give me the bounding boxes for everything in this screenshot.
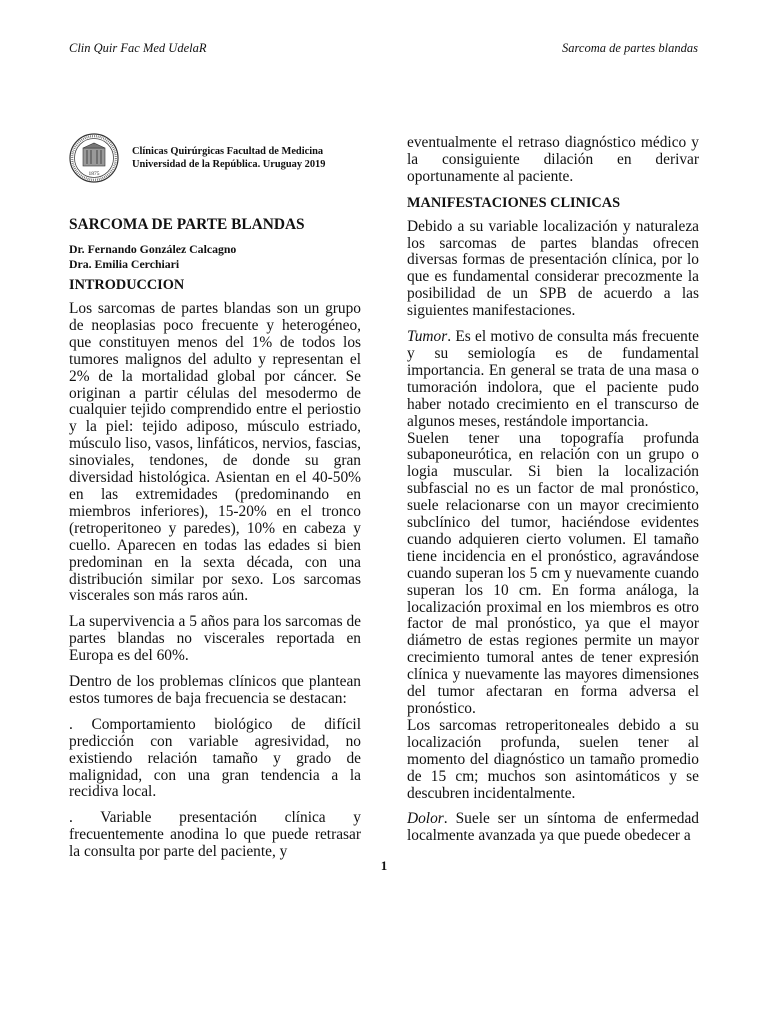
left-column bbox=[69, 133, 361, 870]
institution-text bbox=[132, 145, 325, 171]
dolor-lead: Dolor bbox=[407, 810, 444, 828]
author-name: Dra. Emilia Cerchiari bbox=[69, 256, 180, 271]
running-header bbox=[69, 41, 698, 56]
running-title: Sarcoma de partes blandas bbox=[562, 41, 698, 55]
section-heading-manifestaciones: MANIFESTACIONES CLINICAS bbox=[407, 194, 621, 211]
institution-block bbox=[69, 133, 361, 183]
bullet-paragraph: . Comportamiento biológico de difícil predicción con variable agresividad, no existiendo relación tamaño y grado de malignidad, con una gran tendencia a la recidiva local. bbox=[69, 715, 361, 801]
tumor-text: . Es el motivo de consulta más frecuente y su semiología es de fundamental importancia. En general se trata de una masa o tumoración indolora, que el paciente pudo haber notado crecimiento en el transcurso de algunos meses, restándole importancia. bbox=[407, 328, 699, 430]
tumor-paragraph bbox=[407, 329, 699, 430]
body-paragraph: La supervivencia a 5 años para los sarcomas de partes blandas no viscerales reportada en Europa es del 60%. bbox=[69, 613, 361, 665]
continued-paragraph: eventualmente el retraso diagnóstico médico y la consiguiente dilación en derivar oportunamente al paciente. bbox=[407, 134, 699, 185]
bullet-paragraph: . Variable presentación clínica y frecuentemente anodina lo que puede retrasar la consulta por parte del paciente, y bbox=[69, 809, 361, 861]
page-number: 1 bbox=[380, 858, 388, 873]
retroperitoneal-paragraph: Los sarcomas retroperitoneales debido a su localización profunda, suelen tener al momento del diagnóstico un tamaño promedio de 15 cm; muchos son asintomáticos y se descubren incidentalmente. bbox=[407, 716, 699, 802]
right-column bbox=[407, 135, 699, 854]
author-name: Dr. Fernando González Calcagno bbox=[69, 241, 237, 256]
dolor-paragraph bbox=[407, 811, 699, 845]
journal-name: Clin Quir Fac Med UdelaR bbox=[69, 41, 207, 55]
university-seal-icon bbox=[69, 133, 119, 183]
article-title: SARCOMA DE PARTE BLANDAS bbox=[69, 216, 305, 233]
institution-line-1: Clínicas Quirúrgicas Facultad de Medicina bbox=[132, 146, 324, 157]
tumor-lead: Tumor bbox=[407, 328, 448, 346]
body-paragraph: Debido a su variable localización y naturaleza los sarcomas de partes blandas ofrecen diversas formas de presentación clínica, por lo que es fundamental considerar precozmente la posibilidad de un SPB de acuerdo a las siguientes manifestaciones. bbox=[407, 217, 699, 320]
body-paragraph: Los sarcomas de partes blandas son un grupo de neoplasias poco frecuente y heterogéneo, que constituyen menos del 1% de todos los tumores malignos del adulto y representan el 2% de la mortalidad global por cáncer. Se originan a partir células del mesodermo de cualquier tejido comprendido entre el periostio y la piel: tejido adiposo, músculo estriado, músculo liso, vasos, linfáticos, nervios, fascias, sinoviales, tendones, de donde su gran diversidad histológica. Asientan en el 40-50% en las extremidades (predominando en miembros inferiores), 15-20% en el tronco (retroperitoneo y paredes), 10% en cabeza y cuello. Aparecen en todas las edades si bien predominan en la sexta década, con una distribución similar por sexo. Los sarcomas viscerales son más raros aún. bbox=[69, 300, 361, 605]
institution-line-2: Universidad de la República. Uruguay 2019 bbox=[132, 159, 326, 170]
section-heading-introduccion: INTRODUCCION bbox=[69, 277, 185, 294]
author-list bbox=[69, 242, 361, 271]
seal-year: 1875 bbox=[88, 171, 100, 177]
body-paragraph: Dentro de los problemas clínicos que plantean estos tumores de baja frecuencia se destacan: bbox=[69, 673, 361, 707]
dolor-text: . Suele ser un síntoma de enfermedad localmente avanzada ya que puede obedecer a bbox=[407, 810, 699, 845]
topography-paragraph: Suelen tener una topografía profunda subaponeurótica, en relación con un grupo o logia muscular. Si bien la localización subfascial no es un factor de mal pronóstico, suele relacionarse con un mayor crecimiento subclínico del tumor, haciéndose evidentes cuando adquieren cierto volumen. El tamaño tiene incidencia en el pronóstico, agravándose cuando superan los 5 cm y nuevamente cuando superan los 10 cm. En forma análoga, la localización proximal en los miembros es otro factor de mal pronóstico, ya que el mayor diámetro de estas regiones permite un mayor crecimiento tumoral antes de tener expresión clínica y nuevamente las mayores dimensiones del tumor afectaran en forma adversa el pronóstico. bbox=[407, 429, 699, 717]
